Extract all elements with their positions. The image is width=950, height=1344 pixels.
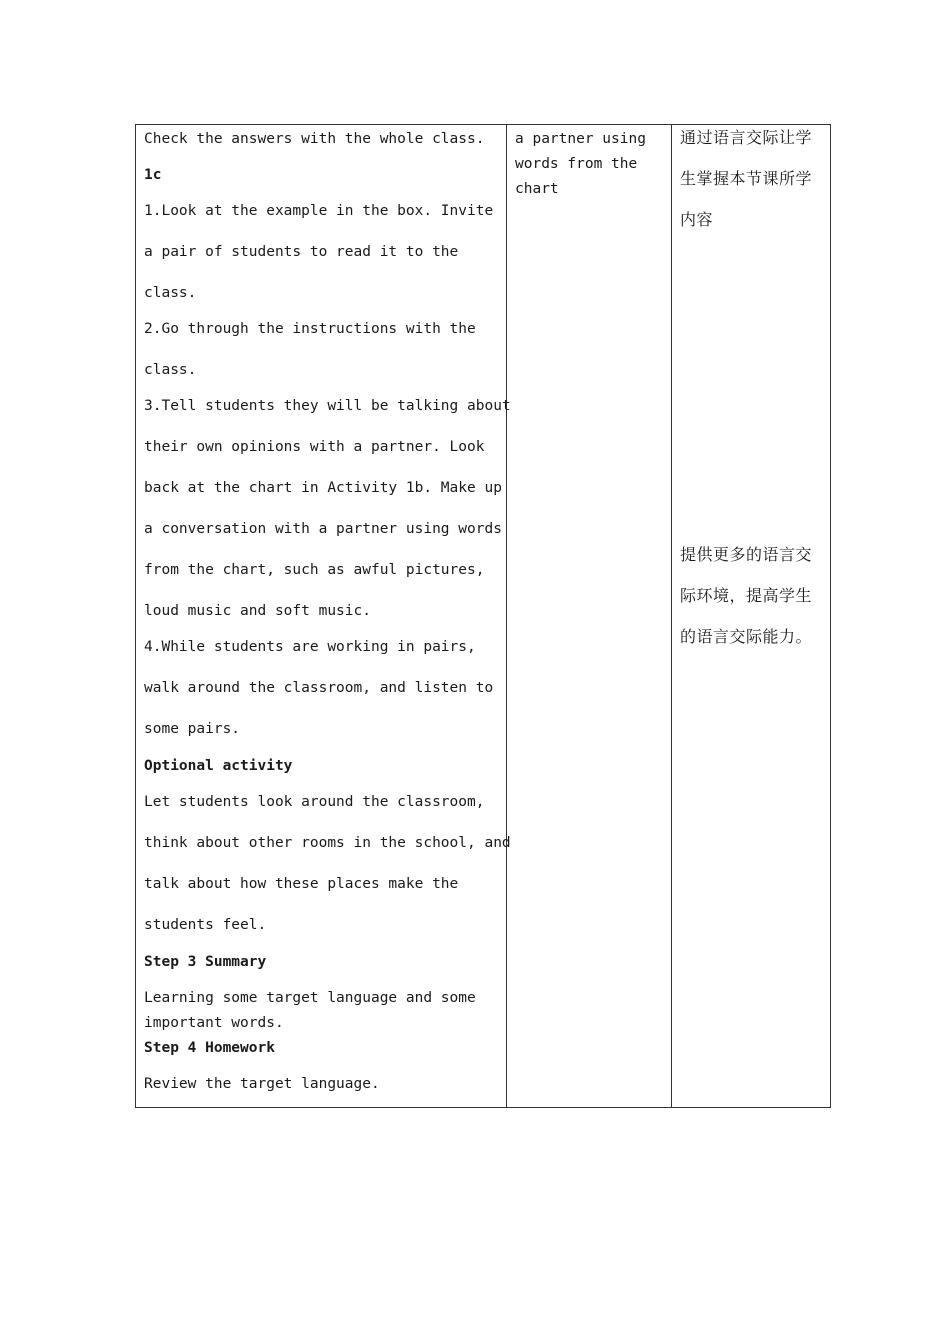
heading-1c: 1c — [144, 167, 162, 183]
summary-line-2: important words. — [144, 1015, 284, 1031]
step3-line-3: back at the chart in Activity 1b. Make up — [144, 480, 502, 496]
heading-step4-homework: Step 4 Homework — [144, 1040, 275, 1056]
summary-line-1: Learning some target language and some — [144, 990, 476, 1006]
optional-line-3: talk about how these places make the — [144, 876, 459, 892]
step3-line-5: from the chart, such as awful pictures, — [144, 562, 485, 578]
step2-line-1: 2.Go through the instructions with the — [144, 321, 476, 337]
student-activity-line-2: words from the — [515, 156, 638, 172]
optional-line-2: think about other rooms in the school, and — [144, 835, 511, 851]
lesson-table — [135, 124, 831, 1108]
step3-line-6: loud music and soft music. — [144, 603, 371, 619]
intent-note-1-line-3: 内容 — [680, 210, 714, 229]
step1-line-3: class. — [144, 285, 197, 301]
teaching-procedure-column — [136, 125, 511, 1107]
intent-note-1-line-1: 通过语言交际让学 — [680, 128, 813, 147]
step4-line-3: some pairs. — [144, 721, 241, 737]
step4-line-2: walk around the classroom, and listen to — [144, 680, 494, 696]
step1-line-1-text: 1.Look at the example in the box. Invite — [144, 203, 494, 219]
intent-note-1-line-2: 生掌握本节课所学 — [680, 169, 813, 188]
step2-line-2: class. — [144, 362, 197, 378]
heading-step3-summary: Step 3 Summary — [144, 954, 267, 970]
heading-optional-activity: Optional activity — [144, 758, 293, 774]
step4-line-1: 4.While students are working in pairs, — [144, 639, 476, 655]
student-activity-line-1: a partner using — [515, 131, 646, 147]
step3-line-1: 3.Tell students they will be talking about — [144, 398, 511, 414]
step3-line-2: their own opinions with a partner. Look — [144, 439, 485, 455]
student-activity-line-3: chart — [515, 181, 559, 197]
homework-line-1: Review the target language. — [144, 1076, 380, 1092]
check-answers-line: Check the answers with the whole class. — [144, 131, 485, 147]
step3-line-4: a conversation with a partner using words — [144, 521, 502, 537]
intent-note-2-line-1: 提供更多的语言交 — [680, 545, 813, 564]
intent-note-2-line-3: 的语言交际能力。 — [680, 627, 813, 646]
optional-line-1: Let students look around the classroom, — [144, 794, 485, 810]
student-activity-column — [507, 125, 672, 1107]
intent-note-2-line-2: 际环境，提高学生 — [680, 586, 813, 605]
step1-line-2: a pair of students to read it to the — [144, 244, 459, 260]
design-intent-column — [672, 125, 830, 1107]
step1-line-1 — [144, 202, 498, 220]
optional-line-4: students feel. — [144, 917, 267, 933]
